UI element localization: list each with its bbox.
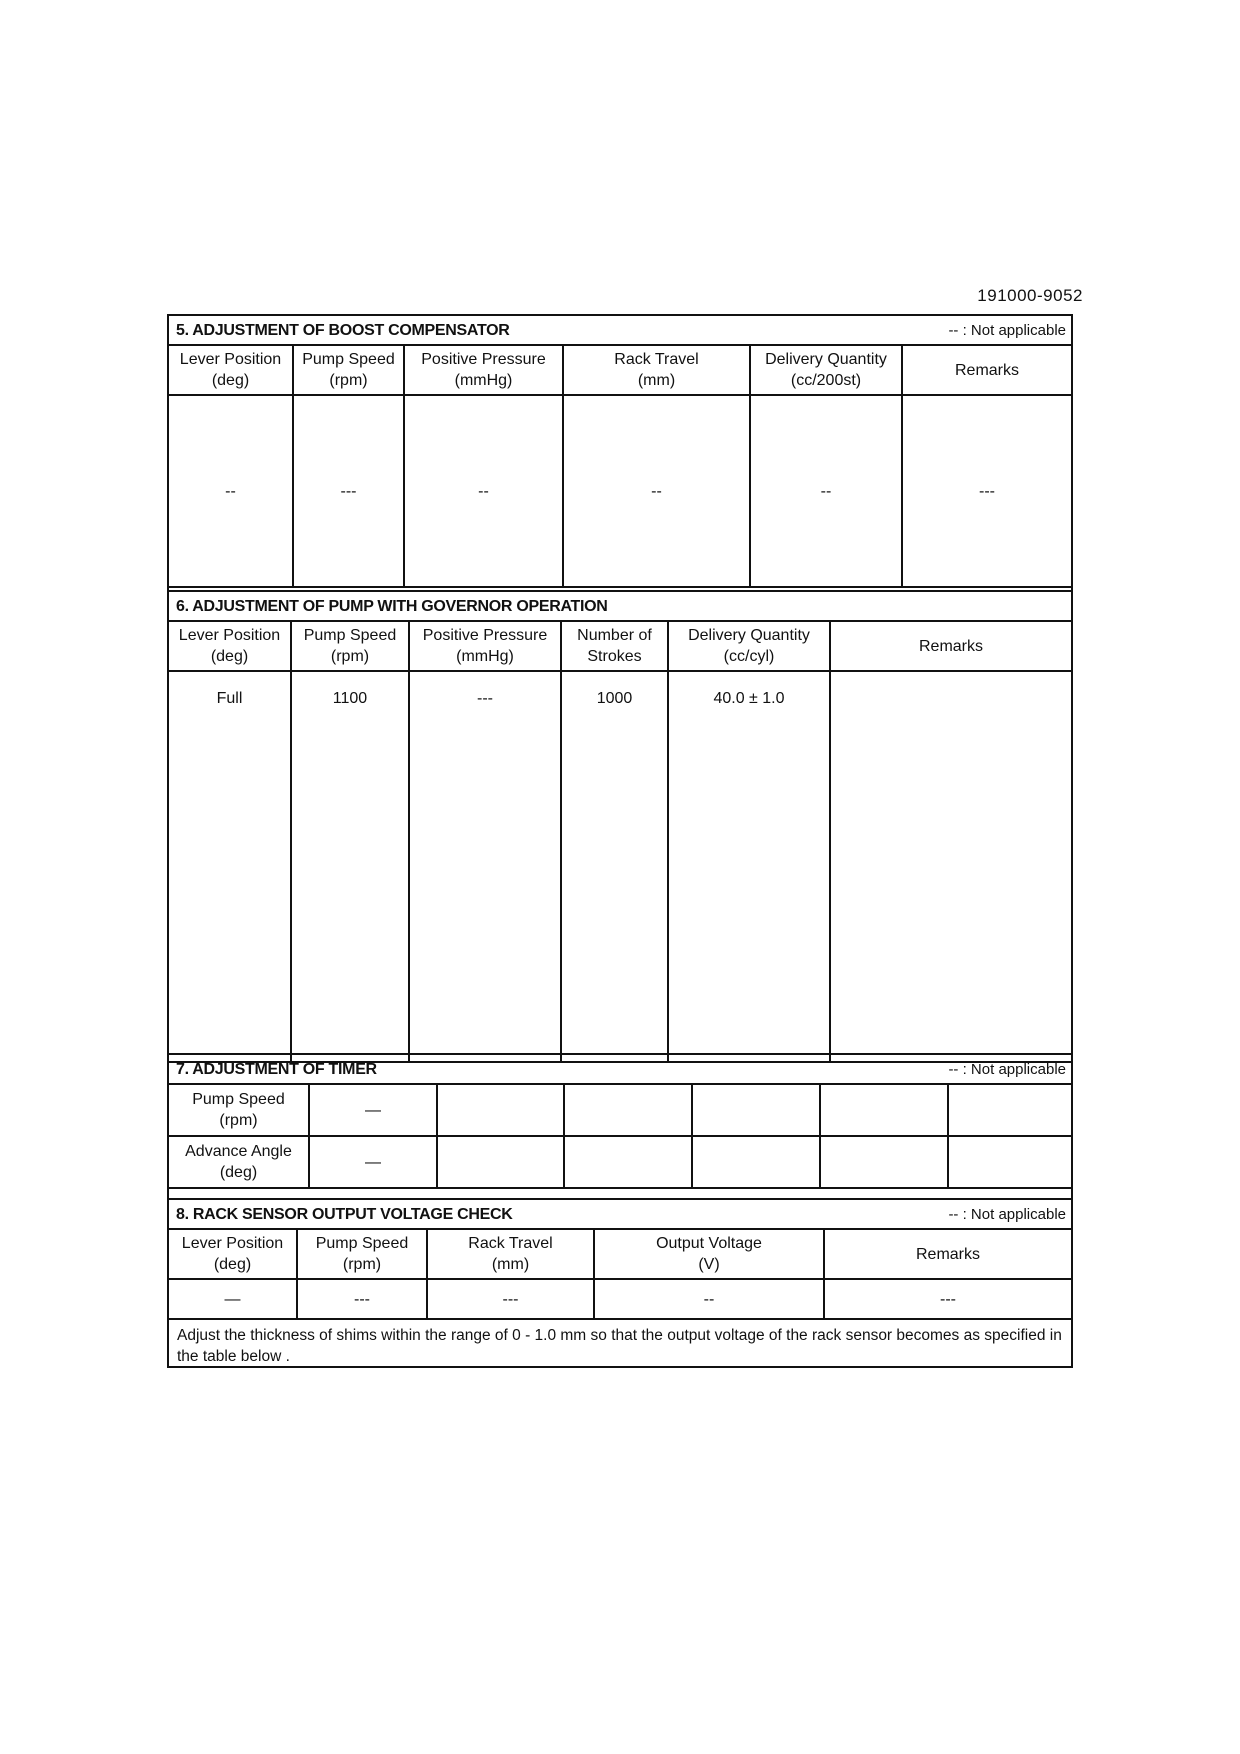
empty-cell: [564, 1084, 692, 1136]
section-6-title: 6. ADJUSTMENT OF PUMP WITH GOVERNOR OPERATION: [176, 597, 608, 615]
header-delivery-quantity: Delivery Quantity (cc/200st): [750, 345, 902, 395]
row-label-advance-angle: Advance Angle (deg): [169, 1136, 309, 1188]
value-pump-speed: —: [309, 1084, 437, 1136]
empty-cell: [820, 1136, 948, 1188]
value-remarks: ---: [824, 1279, 1071, 1319]
header-remarks: Remarks: [830, 621, 1071, 671]
value-output-voltage: --: [594, 1279, 824, 1319]
header-output-voltage: Output Voltage (V): [594, 1229, 824, 1279]
shim-adjustment-note: Adjust the thickness of shims within the range of 0 - 1.0 mm so that the output voltage of the rack sensor becomes as specified in the table below .: [169, 1319, 1071, 1373]
section-8-title-row: [169, 1199, 1071, 1229]
section-5-title: 5. ADJUSTMENT OF BOOST COMPENSATOR: [176, 321, 510, 339]
header-pump-speed: Pump Speed (rpm): [297, 1229, 427, 1279]
empty-cell: [692, 1136, 820, 1188]
value-rack-travel: ---: [427, 1279, 594, 1319]
section-pump-governor: [169, 590, 1071, 1063]
value-lever-position: —: [169, 1279, 297, 1319]
empty-cell: [437, 1136, 564, 1188]
header-delivery-quantity: Delivery Quantity (cc/cyl): [668, 621, 830, 671]
section-7-title-row: [169, 1054, 1071, 1084]
header-rack-travel: Rack Travel (mm): [427, 1229, 594, 1279]
empty-cell: [948, 1084, 1071, 1136]
value-rack-travel: --: [563, 395, 750, 587]
document-number: 191000-9052: [977, 286, 1083, 305]
value-pump-speed: ---: [293, 395, 404, 587]
section-rack-sensor: [169, 1198, 1071, 1373]
header-pump-speed: Pump Speed (rpm): [291, 621, 409, 671]
header-pump-speed: Pump Speed (rpm): [293, 345, 404, 395]
value-delivery-quantity: --: [750, 395, 902, 587]
section-8-title: 8. RACK SENSOR OUTPUT VOLTAGE CHECK: [176, 1205, 513, 1223]
value-lever-position: Full: [169, 671, 291, 1062]
not-applicable-legend: -- : Not applicable: [948, 1060, 1066, 1078]
section-timer: [169, 1053, 1071, 1189]
adjustment-sheet: [167, 314, 1073, 1368]
section-boost-compensator: [169, 316, 1071, 588]
header-lever-position: Lever Position (deg): [169, 621, 291, 671]
value-pump-speed: 1100: [291, 671, 409, 1062]
header-lever-position: Lever Position (deg): [169, 1229, 297, 1279]
empty-cell: [437, 1084, 564, 1136]
row-label-pump-speed: Pump Speed (rpm): [169, 1084, 309, 1136]
header-positive-pressure: Positive Pressure (mmHg): [409, 621, 561, 671]
empty-cell: [820, 1084, 948, 1136]
value-number-of-strokes: 1000: [561, 671, 668, 1062]
header-remarks: Remarks: [902, 345, 1071, 395]
value-lever-position: --: [169, 395, 293, 587]
section-6-title-row: [169, 591, 1071, 621]
header-number-of-strokes: Number of Strokes: [561, 621, 668, 671]
value-delivery-quantity: 40.0 ± 1.0: [668, 671, 830, 1062]
not-applicable-legend: -- : Not applicable: [948, 1205, 1066, 1223]
section-7-title: 7. ADJUSTMENT OF TIMER: [176, 1060, 377, 1078]
empty-cell: [692, 1084, 820, 1136]
value-pump-speed: ---: [297, 1279, 427, 1319]
section-5-title-row: [169, 316, 1071, 345]
header-positive-pressure: Positive Pressure (mmHg): [404, 345, 563, 395]
header-rack-travel: Rack Travel (mm): [563, 345, 750, 395]
empty-cell: [948, 1136, 1071, 1188]
value-advance-angle: —: [309, 1136, 437, 1188]
empty-cell: [564, 1136, 692, 1188]
value-remarks: ---: [902, 395, 1071, 587]
value-remarks: [830, 671, 1071, 1062]
not-applicable-legend: -- : Not applicable: [948, 321, 1066, 339]
header-lever-position: Lever Position (deg): [169, 345, 293, 395]
value-positive-pressure: ---: [409, 671, 561, 1062]
header-remarks: Remarks: [824, 1229, 1071, 1279]
value-positive-pressure: --: [404, 395, 563, 587]
